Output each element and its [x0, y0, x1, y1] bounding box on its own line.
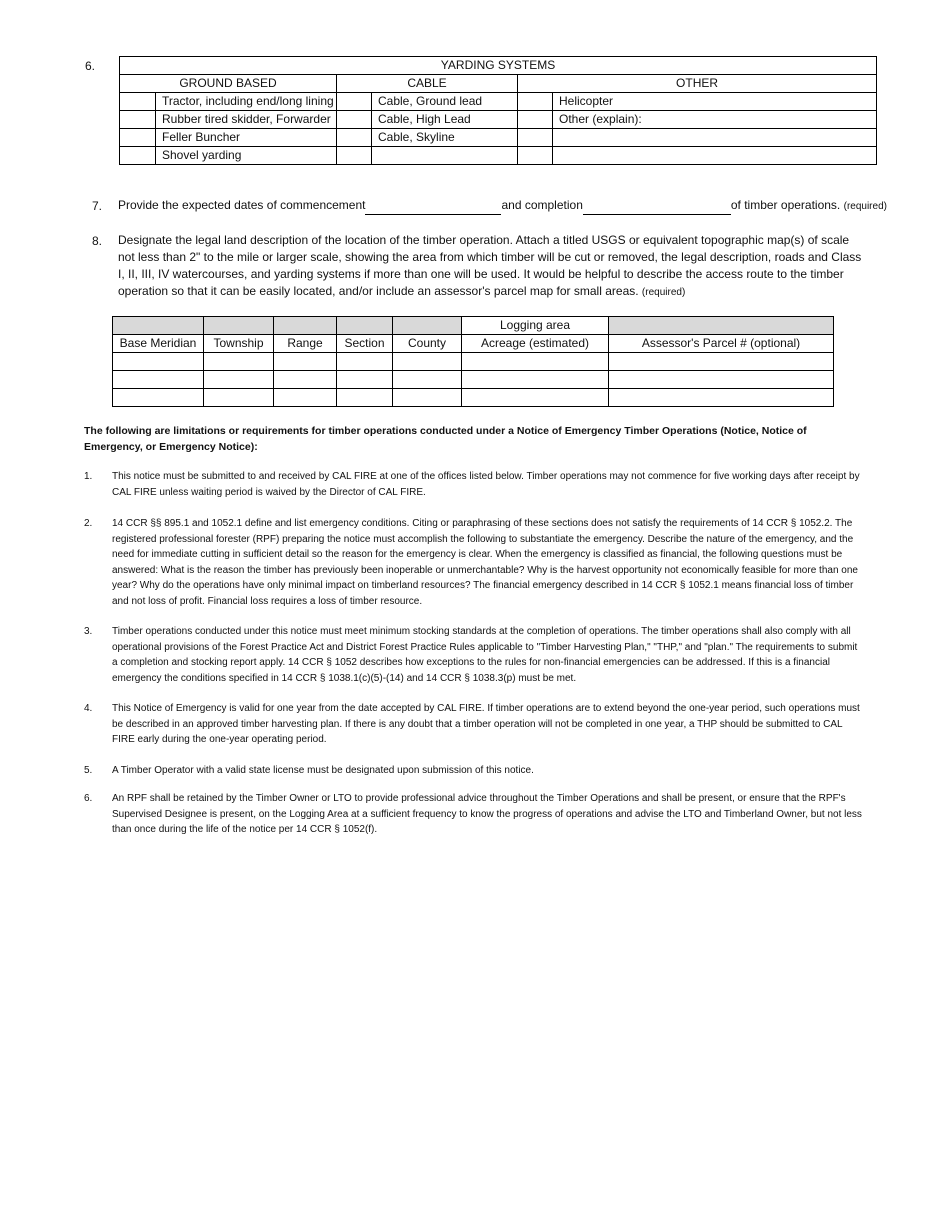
- option-label: Feller Buncher: [156, 129, 337, 147]
- option-label: Cable, Skyline: [372, 129, 518, 147]
- header-ground-based: GROUND BASED: [120, 75, 337, 93]
- table-row: [113, 389, 834, 407]
- col-township: Township: [204, 335, 274, 353]
- input-cell[interactable]: [609, 389, 834, 407]
- checkbox-cell[interactable]: [518, 129, 553, 147]
- option-label: Cable, Ground lead: [372, 93, 518, 111]
- checkbox-cell[interactable]: [120, 111, 156, 129]
- shaded-cell: [609, 317, 834, 335]
- col-acreage: Acreage (estimated): [462, 335, 609, 353]
- table-row: [120, 129, 877, 147]
- required-note: (required): [843, 201, 887, 212]
- col-range: Range: [274, 335, 337, 353]
- option-label: Tractor, including end/long lining: [156, 93, 337, 111]
- shaded-cell: [393, 317, 462, 335]
- limitation-number: 6.: [84, 793, 93, 804]
- input-cell[interactable]: [337, 353, 393, 371]
- option-label: Cable, High Lead: [372, 111, 518, 129]
- checkbox-cell[interactable]: [518, 147, 553, 165]
- required-note: (required): [641, 287, 686, 298]
- input-cell[interactable]: [393, 371, 462, 389]
- limitation-number: 2.: [84, 518, 93, 529]
- input-cell[interactable]: [609, 371, 834, 389]
- limitation-text: This notice must be submitted to and received by CAL FIRE at one of the offices listed below. Timber operations may not commence for five working days after receipt by CAL FIRE unless waiting period is waived by the Director of CAL FIRE.: [112, 471, 860, 498]
- input-cell[interactable]: [113, 371, 204, 389]
- limitation-text: Timber operations conducted under this notice must meet minimum stocking standards at the completion of operations. The timber operations shall also comply with all operational provisions of the Forest Practice Act and District Forest Practice Rules applicable to "Timber Harvesting Plan," "THP," and "plan." The requirements to submit a completion and stocking report apply. 14 CCR § 1052 describes how exceptions to the rules for non-financial emergencies can be addressed. If this is a financial emergency the conditions specified in 14 CCR § 1038.1(c)(5)-(14) and 14 CCR § 1038.3(p) must be met.: [112, 626, 858, 684]
- checkbox-cell[interactable]: [120, 129, 156, 147]
- limitation-text: 14 CCR §§ 895.1 and 1052.1 define and list emergency conditions. Citing or paraphrasing of these sections does not satisfy the requirements of 14 CCR § 1052.2. The registered professional forester (RPF) preparing the notice must accomplish the following to substantiate the emergency. Describe the nature of the emergency, and the need for immediate cutting in sufficient detail so the reason for the emergency is clear. When the emergency is classified as financial, the following questions must be answered: What is the reason the timber has previously been inoperable or unmerchantable? Why is the harvest opportunity not economically feasible for more than one year? Why do the operations have only minimal impact on timberland resources? The financial emergency described in 14 CCR § 1052.1 means financial loss of timber and not loss of profit. Financial loss requires a loss of timber resource.: [112, 518, 858, 607]
- shaded-cell: [274, 317, 337, 335]
- item7-part1: Provide the expected dates of commencement: [118, 198, 366, 212]
- empty-cell: [372, 147, 518, 165]
- commencement-date-field[interactable]: [365, 202, 501, 215]
- limitation-number: 5.: [84, 765, 93, 776]
- checkbox-cell[interactable]: [120, 93, 156, 111]
- limitation-number: 1.: [84, 471, 93, 482]
- table-row: [113, 353, 834, 371]
- checkbox-cell[interactable]: [337, 129, 372, 147]
- item6-number: 6.: [85, 59, 96, 73]
- table-row: [120, 147, 877, 165]
- limitation-text: This Notice of Emergency is valid for one year from the date accepted by CAL FIRE. If timber operations are to extend beyond the one-year period, such operations must be described in an approved timber harvesting plan. If there is any doubt that a timber operation will not be completed in one year, a THP should be submitted to CAL FIRE early during the one-year operating period.: [112, 703, 860, 745]
- input-cell[interactable]: [113, 353, 204, 371]
- item7-number: 7.: [92, 199, 103, 213]
- option-label: Shovel yarding: [156, 147, 337, 165]
- input-cell[interactable]: [113, 389, 204, 407]
- input-cell[interactable]: [393, 389, 462, 407]
- completion-date-field[interactable]: [583, 202, 731, 215]
- option-label: Helicopter: [553, 93, 877, 111]
- input-cell[interactable]: [204, 371, 274, 389]
- checkbox-cell[interactable]: [337, 93, 372, 111]
- input-cell[interactable]: [274, 389, 337, 407]
- logging-area-label: Logging area: [462, 317, 609, 335]
- input-cell[interactable]: [462, 389, 609, 407]
- item7-line: [118, 197, 887, 215]
- item7-part2: and completion: [501, 198, 583, 212]
- limitation-number: 3.: [84, 626, 93, 637]
- explain-field[interactable]: [553, 147, 877, 165]
- limitation-text: An RPF shall be retained by the Timber Owner or LTO to provide professional advice throughout the Timber Operations and shall be present, or ensure that the RPF's Supervised Designee is present, on the Logging Area at a sufficient frequency to know the progress of operations and advise the LTO and Timberland Owner, but not less than once during the life of the notice per 14 CCR § 1052(f).: [112, 793, 862, 835]
- option-label: Rubber tired skidder, Forwarder: [156, 111, 337, 129]
- col-county: County: [393, 335, 462, 353]
- item7-part3: of timber operations.: [730, 198, 841, 212]
- item8-number: 8.: [92, 234, 103, 248]
- input-cell[interactable]: [204, 389, 274, 407]
- checkbox-cell[interactable]: [518, 111, 553, 129]
- option-label: Other (explain):: [553, 111, 877, 129]
- legal-description-table: [112, 316, 834, 407]
- input-cell[interactable]: [204, 353, 274, 371]
- table-row: [120, 111, 877, 129]
- input-cell[interactable]: [274, 371, 337, 389]
- checkbox-cell[interactable]: [337, 111, 372, 129]
- col-section: Section: [337, 335, 393, 353]
- explain-field[interactable]: [553, 129, 877, 147]
- input-cell[interactable]: [337, 371, 393, 389]
- shaded-cell: [337, 317, 393, 335]
- table-row: [113, 371, 834, 389]
- checkbox-cell[interactable]: [518, 93, 553, 111]
- header-cable: CABLE: [337, 75, 518, 93]
- limitation-number: 4.: [84, 703, 93, 714]
- col-assessor-parcel: Assessor's Parcel # (optional): [609, 335, 834, 353]
- limitations-heading: The following are limitations or requirements for timber operations conducted under a Notice of Emergency Timber Operations (Notice, Notice of Emergency, or Emergency Notice):: [84, 425, 807, 453]
- table-row: [120, 93, 877, 111]
- checkbox-cell[interactable]: [337, 147, 372, 165]
- checkbox-cell[interactable]: [120, 147, 156, 165]
- input-cell[interactable]: [609, 353, 834, 371]
- header-other: OTHER: [518, 75, 877, 93]
- shaded-cell: [113, 317, 204, 335]
- limitation-text: A Timber Operator with a valid state license must be designated upon submission of this notice.: [112, 765, 534, 776]
- input-cell[interactable]: [462, 353, 609, 371]
- input-cell[interactable]: [462, 371, 609, 389]
- col-base-meridian: Base Meridian: [113, 335, 204, 353]
- shaded-cell: [204, 317, 274, 335]
- input-cell[interactable]: [337, 389, 393, 407]
- yarding-systems-table: [119, 56, 877, 165]
- input-cell[interactable]: [274, 353, 337, 371]
- yarding-title: YARDING SYSTEMS: [120, 57, 877, 75]
- input-cell[interactable]: [393, 353, 462, 371]
- item8-description: Designate the legal land description of the location of the timber operation. Attach a titled USGS or equivalent topographic map(s) of scale not less than 2" to the mile or larger scale, showing the area from which timber will be cut or removed, the legal description, roads and Class I, II, III, IV watercourses, and yarding systems if more than one will be used. It would be helpful to describe the access route to the timber operation so that it can be easily located, and/or include an assessor's parcel map for small areas.: [118, 233, 862, 298]
- item8-text: [118, 232, 866, 301]
